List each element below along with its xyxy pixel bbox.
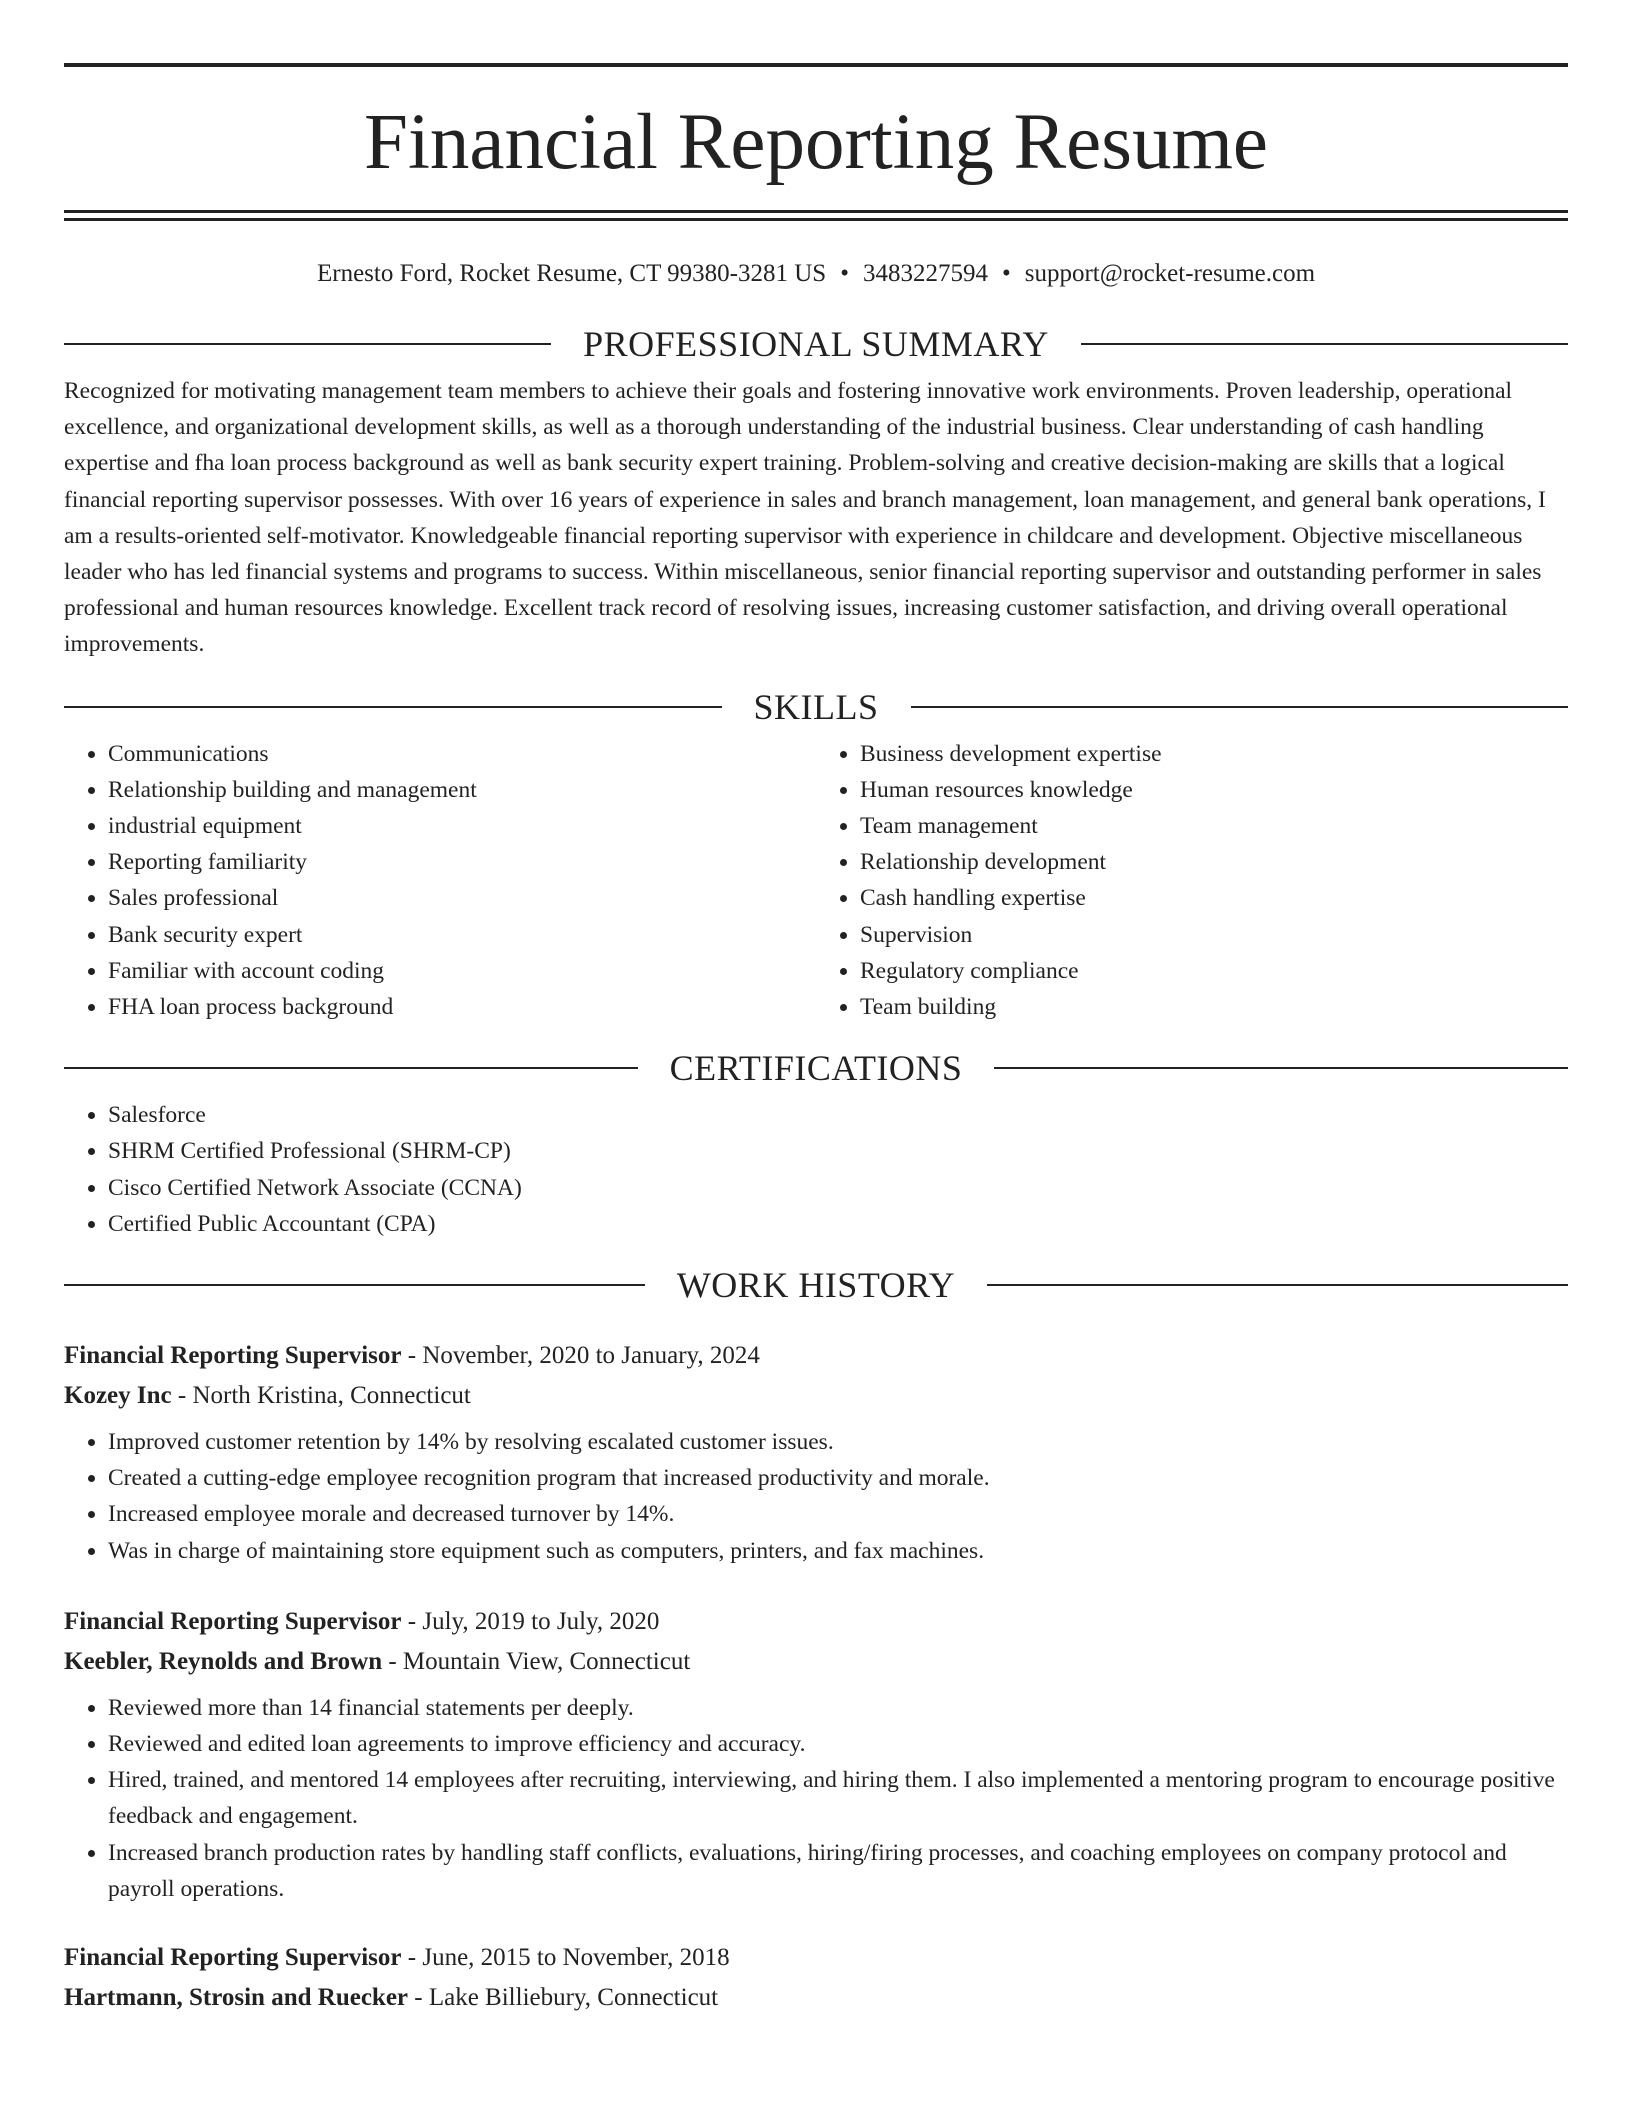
summary-text: Recognized for motivating management team members to achieve their goals and fostering innovative work environments. Proven leadership, operational excellence, and organizational development skills, as well as a thorough understanding of the industrial business. Clear understanding of cash handling expertise and fha loan process background as well as bank security expert training. Problem-solving and creative decision-making are skills that a logical financial reporting supervisor possesses. With over 16 years of experience in sales and branch management, loan management, and general bank operations, I am a results-oriented self-motivator. Knowledgeable financial reporting supervisor with experience in childcare and development. Objective miscellaneous leader who has led financial systems and programs to success. Within miscellaneous, senior financial reporting supervisor and outstanding performer in sales professional and human resources knowledge. Excellent track record of resolving issues, increasing customer satisfaction, and driving overall operational improvements. xyxy=(64,378,1546,658)
summary-heading: PROFESSIONAL SUMMARY xyxy=(583,324,1049,364)
job-company: Keebler, Reynolds and Brown xyxy=(64,1647,383,1675)
job-bullet: • Reviewed more than 14 financial statements per deeply. xyxy=(108,1690,1568,1726)
skills-list-right xyxy=(816,736,1568,1026)
skills-grid xyxy=(64,736,1568,1026)
job-bullets xyxy=(64,1424,1568,1569)
skill-item: • Relationship building and management xyxy=(108,772,816,808)
job-entry xyxy=(64,1336,1568,1569)
certification-item: • Cisco Certified Network Associate (CCNA) xyxy=(108,1170,1568,1206)
job-bullet: • Created a cutting-edge employee recognition program that increased productivity and morale. xyxy=(108,1460,1568,1496)
job-title-line xyxy=(64,1336,1568,1376)
skills-list-left xyxy=(64,736,816,1026)
skill-item: • Cash handling expertise xyxy=(860,880,1568,916)
job-dates: - July, 2019 to July, 2020 xyxy=(407,1607,660,1635)
job-title: Financial Reporting Supervisor xyxy=(64,1342,402,1370)
skill-item: • Human resources knowledge xyxy=(860,772,1568,808)
job-bullet: • Improved customer retention by 14% by resolving escalated customer issues. xyxy=(108,1424,1568,1460)
certification-item: • Certified Public Accountant (CPA) xyxy=(108,1206,1568,1242)
job-bullet: • Hired, trained, and mentored 14 employees after recruiting, interviewing, and hiring them. I also implemented a mentoring program to encourage positive feedback and engagement. xyxy=(108,1762,1568,1834)
job-location: - Mountain View, Connecticut xyxy=(388,1647,691,1675)
skills-section-heading xyxy=(64,687,1568,727)
resume-title: Financial Reporting Resume xyxy=(364,99,1268,186)
summary-section-heading xyxy=(64,324,1568,364)
job-bullet: • Was in charge of maintaining store equipment such as computers, printers, and fax machines. xyxy=(108,1533,1568,1569)
contact-address: Ernesto Ford, Rocket Resume, CT 99380-3281 US xyxy=(316,260,827,287)
certifications-list xyxy=(64,1097,1568,1242)
contact-email: support@rocket-resume.com xyxy=(1024,260,1316,287)
certifications-section-heading xyxy=(64,1048,1568,1088)
skills-heading: SKILLS xyxy=(753,686,879,727)
certifications-heading: CERTIFICATIONS xyxy=(669,1048,963,1089)
job-title-line xyxy=(64,1938,1568,1978)
job-entry xyxy=(64,1938,1568,2018)
certification-item: • SHRM Certified Professional (SHRM-CP) xyxy=(108,1133,1568,1169)
job-bullet: • Increased employee morale and decreased turnover by 14%. xyxy=(108,1496,1568,1532)
skill-item: • Regulatory compliance xyxy=(860,953,1568,989)
skill-item: • Familiar with account coding xyxy=(108,953,816,989)
job-location: - Lake Billiebury, Connecticut xyxy=(414,1984,719,2012)
job-company-line xyxy=(64,1978,1568,2018)
skill-item: • Business development expertise xyxy=(860,736,1568,772)
contact-phone: 3483227594 xyxy=(862,260,988,287)
skill-item: • Reporting familiarity xyxy=(108,844,816,880)
contact-line xyxy=(64,259,1568,289)
job-location: - North Kristina, Connecticut xyxy=(177,1382,471,1410)
skill-item: • Team building xyxy=(860,989,1568,1025)
skill-item: • Bank security expert xyxy=(108,917,816,953)
job-company-line xyxy=(64,1642,1568,1682)
job-bullet: • Increased branch production rates by handling staff conflicts, evaluations, hiring/firing processes, and coaching employees on company protocol and payroll operations. xyxy=(108,1835,1568,1907)
contact-separator: • xyxy=(1001,260,1011,287)
work-history-list xyxy=(64,1336,1568,2018)
job-company-line xyxy=(64,1376,1568,1416)
job-title: Financial Reporting Supervisor xyxy=(64,1944,402,1972)
skill-item: • Team management xyxy=(860,808,1568,844)
skill-item: • industrial equipment xyxy=(108,808,816,844)
skill-item: • FHA loan process background xyxy=(108,989,816,1025)
job-bullets xyxy=(64,1690,1568,1907)
skill-item: • Communications xyxy=(108,736,816,772)
job-title: Financial Reporting Supervisor xyxy=(64,1607,402,1635)
skill-item: • Relationship development xyxy=(860,844,1568,880)
contact-separator: • xyxy=(840,260,849,287)
job-entry xyxy=(64,1602,1568,1907)
skill-item: • Supervision xyxy=(860,917,1568,953)
skill-item: • Sales professional xyxy=(108,880,816,916)
title-double-rule xyxy=(64,210,1568,221)
work-section-heading xyxy=(64,1265,1568,1305)
top-rule xyxy=(64,63,1568,67)
certification-item: • Salesforce xyxy=(108,1097,1568,1133)
job-dates: - November, 2020 to January, 2024 xyxy=(407,1342,760,1370)
work-heading: WORK HISTORY xyxy=(676,1265,956,1306)
job-title-line xyxy=(64,1602,1568,1642)
job-dates: - June, 2015 to November, 2018 xyxy=(407,1944,730,1972)
job-bullet: • Reviewed and edited loan agreements to improve efficiency and accuracy. xyxy=(108,1726,1568,1762)
job-company: Hartmann, Strosin and Ruecker xyxy=(64,1984,409,2012)
job-company: Kozey Inc xyxy=(64,1382,172,1410)
